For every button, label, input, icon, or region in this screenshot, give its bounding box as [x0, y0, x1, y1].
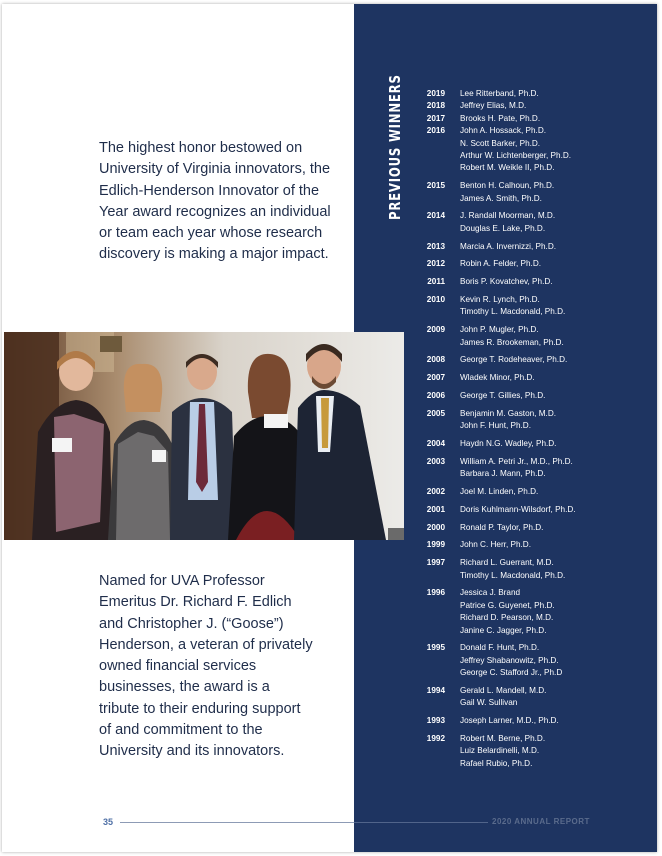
winner-name: Richard L. Guerrant, M.D.: [460, 558, 554, 568]
intro-paragraph: The highest honor bestowed on University of Virginia innovators, the Edlich-Henderson Innovator of the Year award recognizes an individual or team each year whose research discovery is making a major impact.: [99, 140, 331, 263]
winner-name: N. Scott Barker, Ph.D.: [460, 138, 541, 148]
winner-row: [402, 258, 652, 270]
winner-name: Doris Kuhlmann-Wilsdorf, Ph.D.: [460, 504, 576, 514]
winner-row: [402, 210, 652, 235]
winner-name: Patrice G. Guyenet, Ph.D.: [460, 600, 555, 610]
winner-row: [402, 276, 652, 288]
winner-year: 2007: [426, 373, 445, 383]
winner-year: 2015: [426, 181, 445, 191]
winner-names: [460, 276, 652, 288]
winner-name: Benton H. Calhoun, Ph.D.: [460, 181, 555, 191]
winner-names: [460, 125, 652, 175]
winner-names: [460, 733, 652, 770]
winner-name: Janine C. Jagger, Ph.D.: [460, 625, 547, 635]
winner-year: 2014: [426, 211, 445, 221]
footer-rule: [120, 822, 354, 823]
winner-names: [460, 354, 652, 366]
winner-name: Barbara J. Mann, Ph.D.: [460, 469, 546, 479]
winner-names: [460, 715, 652, 727]
winner-year: 2006: [426, 391, 445, 401]
winner-names: [460, 408, 652, 433]
winner-names: [460, 587, 652, 637]
winner-names: [460, 456, 652, 481]
winner-row: [402, 408, 652, 433]
winner-name: Kevin R. Lynch, Ph.D.: [460, 295, 540, 305]
winner-name: J. Randall Moorman, M.D.: [460, 211, 556, 221]
winner-row: [402, 100, 652, 112]
previous-winners-title: PREVIOUS WINNERS: [386, 74, 404, 220]
winner-name: John A. Hossack, Ph.D.: [460, 126, 547, 136]
winner-name: Benjamin M. Gaston, M.D.: [460, 408, 557, 418]
winner-name: Richard D. Pearson, M.D.: [460, 613, 554, 623]
winner-name: Timothy L. Macdonald, Ph.D.: [460, 307, 566, 317]
report-title: 2020 ANNUAL REPORT: [492, 817, 590, 826]
page-number: 35: [103, 817, 114, 827]
winner-name: Arthur W. Lichtenberger, Ph.D.: [460, 151, 572, 161]
winner-names: [460, 100, 652, 112]
winner-name: Joseph Larner, M.D., Ph.D.: [460, 716, 559, 726]
winner-row: [402, 180, 652, 205]
winner-name: Lee Ritterband, Ph.D.: [460, 89, 539, 98]
winner-year: 2013: [426, 241, 445, 251]
winner-name: Brooks H. Pate, Ph.D.: [460, 113, 541, 123]
winner-name: Ronald P. Taylor, Ph.D.: [460, 522, 544, 532]
winner-names: [460, 324, 652, 349]
winner-names: [460, 372, 652, 384]
document-page: [2, 4, 657, 852]
winner-name: Donald F. Hunt, Ph.D.: [460, 643, 540, 653]
winner-year: 2005: [426, 408, 445, 418]
winner-year: 2002: [426, 487, 445, 497]
winner-row: [402, 372, 652, 384]
winner-year: 1992: [426, 734, 445, 744]
winner-names: [460, 390, 652, 402]
winner-year: 2016: [426, 126, 445, 136]
winner-row: [402, 354, 652, 366]
winner-name: Haydn N.G. Wadley, Ph.D.: [460, 439, 557, 449]
winner-name: Joel M. Linden, Ph.D.: [460, 487, 539, 497]
winner-names: [460, 522, 652, 534]
winner-name: James R. Brookeman, Ph.D.: [460, 337, 564, 347]
winner-name: Jessica J. Brand: [460, 588, 521, 598]
winner-names: [460, 210, 652, 235]
winner-name: George T. Gillies, Ph.D.: [460, 391, 546, 401]
winner-name: Rafael Rubio, Ph.D.: [460, 758, 533, 768]
winner-names: [460, 180, 652, 205]
winner-name: Timothy L. Macdonald, Ph.D.: [460, 570, 566, 580]
winner-year: 2003: [426, 456, 445, 466]
winner-year: 2009: [426, 325, 445, 335]
winner-name: John C. Herr, Ph.D.: [460, 540, 531, 550]
winner-year: 2000: [426, 522, 445, 532]
winner-year: 1993: [426, 716, 445, 726]
winner-names: [460, 539, 652, 551]
winner-row: [402, 294, 652, 319]
winner-name: Boris P. Kovatchev, Ph.D.: [460, 277, 553, 287]
winner-name: George C. Stafford Jr., Ph.D: [460, 668, 563, 678]
winner-names: [460, 88, 652, 100]
winner-names: [460, 642, 652, 679]
winner-names: [460, 113, 652, 125]
winner-row: [402, 324, 652, 349]
winner-row: [402, 390, 652, 402]
winners-list: [402, 88, 652, 770]
winner-row: [402, 522, 652, 534]
winner-name: John F. Hunt, Ph.D.: [460, 421, 531, 431]
winner-row: [402, 642, 652, 679]
winner-row: [402, 557, 652, 582]
winner-row: [402, 539, 652, 551]
winner-year: 2012: [426, 259, 445, 269]
winner-names: [460, 438, 652, 450]
winner-name: Luiz Belardinelli, M.D.: [460, 746, 540, 756]
footer-rule-dark: [354, 822, 488, 823]
winner-year: 2004: [426, 439, 445, 449]
winner-row: [402, 456, 652, 481]
winner-names: [460, 258, 652, 270]
winner-names: [460, 504, 652, 516]
winner-row: [402, 685, 652, 710]
winner-year: 1999: [426, 540, 445, 550]
winner-row: [402, 504, 652, 516]
winner-year: 2010: [426, 295, 445, 305]
winner-name: George T. Rodeheaver, Ph.D.: [460, 355, 568, 365]
winner-year: 2019: [426, 89, 445, 98]
winner-name: Gerald L. Mandell, M.D.: [460, 686, 547, 696]
winner-names: [460, 557, 652, 582]
winner-name: Gail W. Sullivan: [460, 698, 518, 708]
winner-name: Marcia A. Invernizzi, Ph.D.: [460, 241, 557, 251]
winner-year: 1995: [426, 643, 445, 653]
winner-names: [460, 294, 652, 319]
winner-name: James A. Smith, Ph.D.: [460, 193, 542, 203]
winner-row: [402, 125, 652, 175]
winner-name: William A. Petri Jr., M.D., Ph.D.: [460, 456, 573, 466]
tribute-paragraph: Named for UVA Professor Emeritus Dr. Richard F. Edlich and Christopher J. (“Goose”) Henderson, a veteran of privately owned financial services businesses, the award is a tribute to their enduring support of and commitment to the University and its innovators.: [99, 573, 313, 760]
winner-name: Robert M. Weikle II, Ph.D.: [460, 163, 555, 173]
winner-name: Jeffrey Shabanowitz, Ph.D.: [460, 655, 559, 665]
award-photo: [4, 332, 404, 540]
winner-names: [460, 685, 652, 710]
winner-year: 2018: [426, 101, 445, 111]
winner-year: 2017: [426, 113, 445, 123]
winner-name: Douglas E. Lake, Ph.D.: [460, 223, 546, 233]
winner-year: 2008: [426, 355, 445, 365]
winner-row: [402, 715, 652, 727]
winner-row: [402, 113, 652, 125]
winner-names: [460, 241, 652, 253]
winner-row: [402, 486, 652, 498]
winner-year: 2001: [426, 504, 445, 514]
winner-row: [402, 733, 652, 770]
winner-year: 1996: [426, 588, 445, 598]
winner-row: [402, 438, 652, 450]
winner-name: Robert M. Berne, Ph.D.: [460, 734, 546, 744]
winner-row: [402, 88, 652, 100]
winner-row: [402, 587, 652, 637]
winner-name: John P. Mugler, Ph.D.: [460, 325, 539, 335]
winner-name: Wladek Minor, Ph.D.: [460, 373, 535, 383]
winner-name: Robin A. Felder, Ph.D.: [460, 259, 542, 269]
winner-year: 1994: [426, 686, 445, 696]
winner-year: 2011: [427, 277, 445, 287]
winner-names: [460, 486, 652, 498]
winner-row: [402, 241, 652, 253]
winner-name: Jeffrey Elias, M.D.: [460, 101, 527, 111]
winner-year: 1997: [426, 558, 445, 568]
